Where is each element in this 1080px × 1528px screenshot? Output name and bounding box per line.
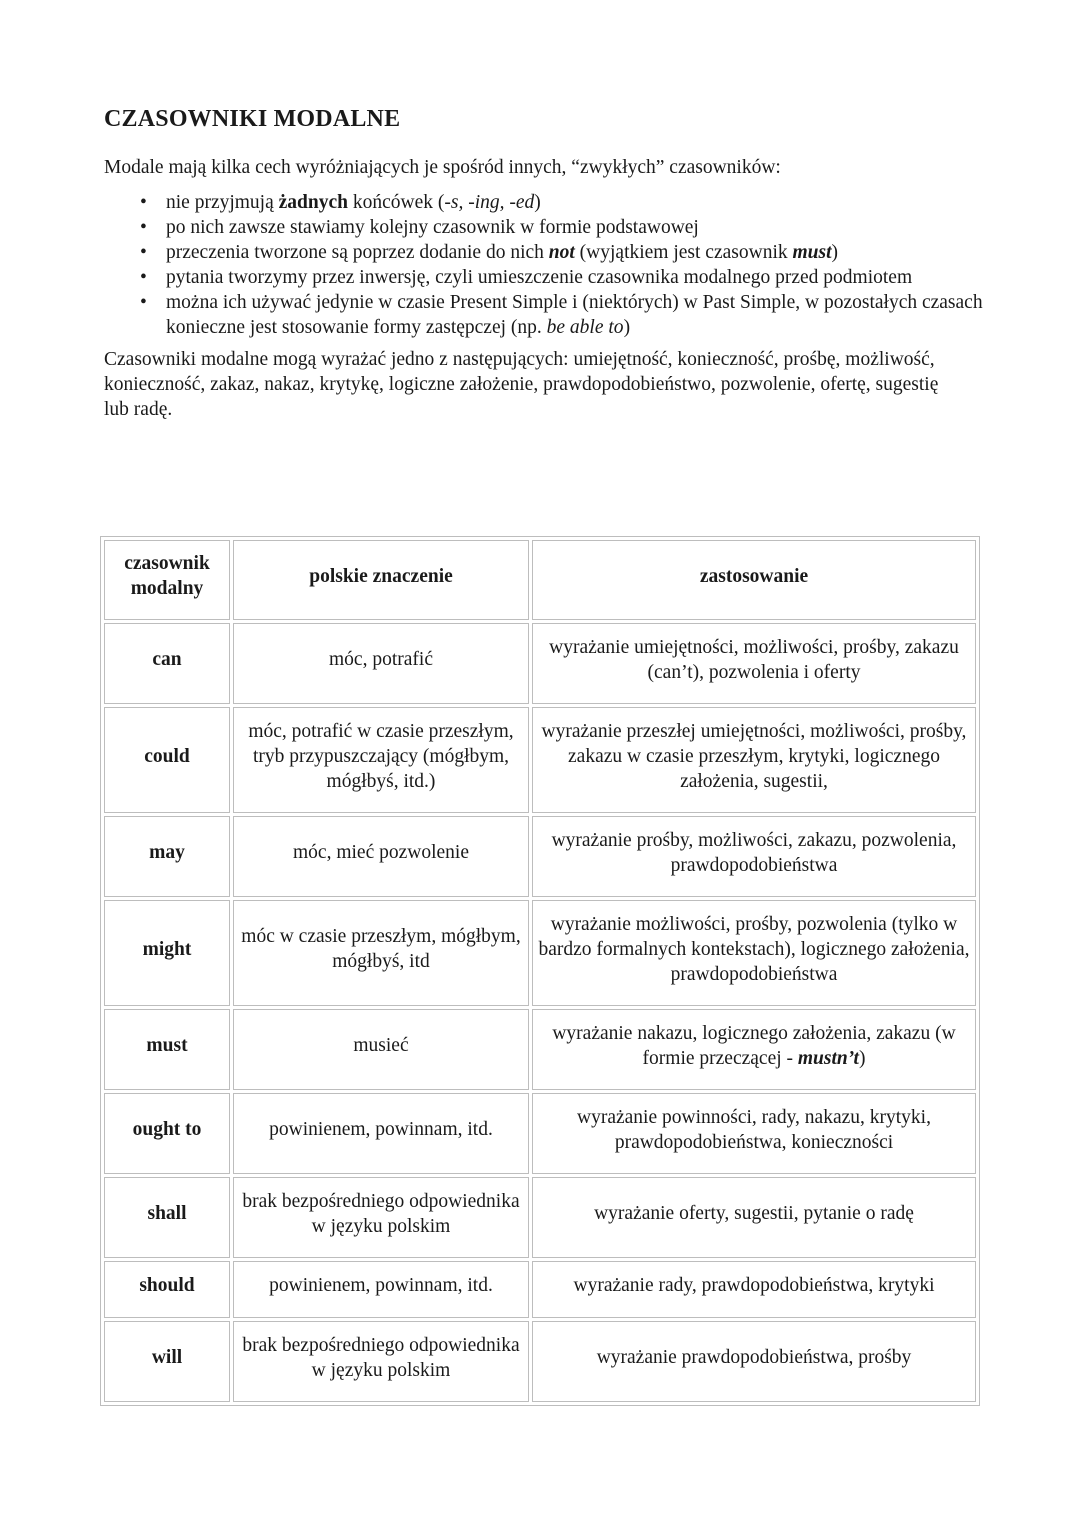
list-item: • można ich używać jedynie w czasie Present Simple i (niektórych) w Past Simple, w pozostałych czasach konieczne jest stosowanie formy zastępczej (np. be able to) bbox=[140, 292, 983, 338]
usage-cell: wyrażanie powinności, rady, nakazu, krytyki, prawdopodobieństwa, konieczności bbox=[532, 1093, 976, 1174]
usage-cell: wyrażanie możliwości, prośby, pozwolenia (tylko w bardzo formalnych kontekstach), logicznego założenia, prawdopodobieństwa bbox=[532, 900, 976, 1006]
bullet-icon: • bbox=[140, 242, 147, 263]
table-header-row bbox=[104, 540, 976, 620]
header-cell: zastosowanie bbox=[532, 540, 976, 620]
usage-cell: wyrażanie przeszłej umiejętności, możliwości, prośby, zakazu w czasie przeszłym, krytyki, logicznego założenia, sugestii, bbox=[532, 707, 976, 813]
usage-cell: wyrażanie prawdopodobieństwa, prośby bbox=[532, 1321, 976, 1402]
verb-cell: ought to bbox=[104, 1093, 230, 1174]
verb-cell: may bbox=[104, 816, 230, 897]
verb-cell: could bbox=[104, 707, 230, 813]
table-row bbox=[104, 1261, 976, 1318]
usage-cell: wyrażanie umiejętności, możliwości, prośby, zakazu (can’t), pozwolenia i oferty bbox=[532, 623, 976, 704]
verb-cell: should bbox=[104, 1261, 230, 1318]
table-row bbox=[104, 816, 976, 897]
verb-cell: can bbox=[104, 623, 230, 704]
meaning-cell: brak bezpośredniego odpowiednika w języku polskim bbox=[233, 1321, 529, 1402]
verb-cell: might bbox=[104, 900, 230, 1006]
table-row bbox=[104, 1321, 976, 1402]
list-item: • przeczenia tworzone są poprzez dodanie do nich not (wyjątkiem jest czasownik must) bbox=[140, 242, 839, 263]
list-item: • po nich zawsze stawiamy kolejny czasownik w formie podstawowej bbox=[140, 217, 699, 238]
meaning-cell: móc, potrafić bbox=[233, 623, 529, 704]
page-title: CZASOWNIKI MODALNE bbox=[104, 106, 401, 132]
table-row bbox=[104, 707, 976, 813]
usage-cell: wyrażanie oferty, sugestii, pytanie o radę bbox=[532, 1177, 976, 1258]
header-cell: polskie znaczenie bbox=[233, 540, 529, 620]
modal-verbs-table bbox=[100, 536, 980, 1406]
list-item: • nie przyjmują żadnych końcówek (-s, -ing, -ed) bbox=[140, 192, 541, 213]
usage-cell: wyrażanie prośby, możliwości, zakazu, pozwolenia, prawdopodobieństwa bbox=[532, 816, 976, 897]
meaning-cell: móc w czasie przeszłym, mógłbym, mógłbyś, itd bbox=[233, 900, 529, 1006]
meaning-cell: musieć bbox=[233, 1009, 529, 1090]
table-row bbox=[104, 1177, 976, 1258]
intro-paragraph: Modale mają kilka cech wyróżniających je spośród innych, “zwykłych” czasowników: bbox=[104, 157, 781, 178]
features-list bbox=[104, 190, 984, 340]
verb-cell: will bbox=[104, 1321, 230, 1402]
verb-cell: shall bbox=[104, 1177, 230, 1258]
bullet-icon: • bbox=[140, 217, 147, 238]
usage-cell: wyrażanie nakazu, logicznego założenia, zakazu (w formie przeczącej - mustn’t) bbox=[532, 1009, 976, 1090]
meaning-cell: móc, potrafić w czasie przeszłym, tryb przypuszczający (mógłbym, mógłbyś, itd.) bbox=[233, 707, 529, 813]
meaning-cell: powinienem, powinnam, itd. bbox=[233, 1093, 529, 1174]
header-cell: czasownik modalny bbox=[104, 540, 230, 620]
bullet-icon: • bbox=[140, 267, 147, 288]
meaning-cell: brak bezpośredniego odpowiednika w języku polskim bbox=[233, 1177, 529, 1258]
summary-paragraph: Czasowniki modalne mogą wyrażać jedno z następujących: umiejętność, konieczność, prośbę, możliwość, konieczność, zakaz, nakaz, krytykę, logiczne założenie, prawdopodobieństwo, pozwolenie, ofertę, sugestię lub radę. bbox=[104, 349, 939, 420]
table-row bbox=[104, 1093, 976, 1174]
table-row bbox=[104, 900, 976, 1006]
usage-cell: wyrażanie rady, prawdopodobieństwa, krytyki bbox=[532, 1261, 976, 1318]
verb-cell: must bbox=[104, 1009, 230, 1090]
list-item: • pytania tworzymy przez inwersję, czyli umieszczenie czasownika modalnego przed podmiotem bbox=[140, 267, 913, 288]
bullet-icon: • bbox=[140, 192, 147, 213]
meaning-cell: powinienem, powinnam, itd. bbox=[233, 1261, 529, 1318]
meaning-cell: móc, mieć pozwolenie bbox=[233, 816, 529, 897]
table-row bbox=[104, 1009, 976, 1090]
document-page bbox=[104, 104, 984, 422]
table-row bbox=[104, 623, 976, 704]
bullet-icon: • bbox=[140, 292, 147, 313]
